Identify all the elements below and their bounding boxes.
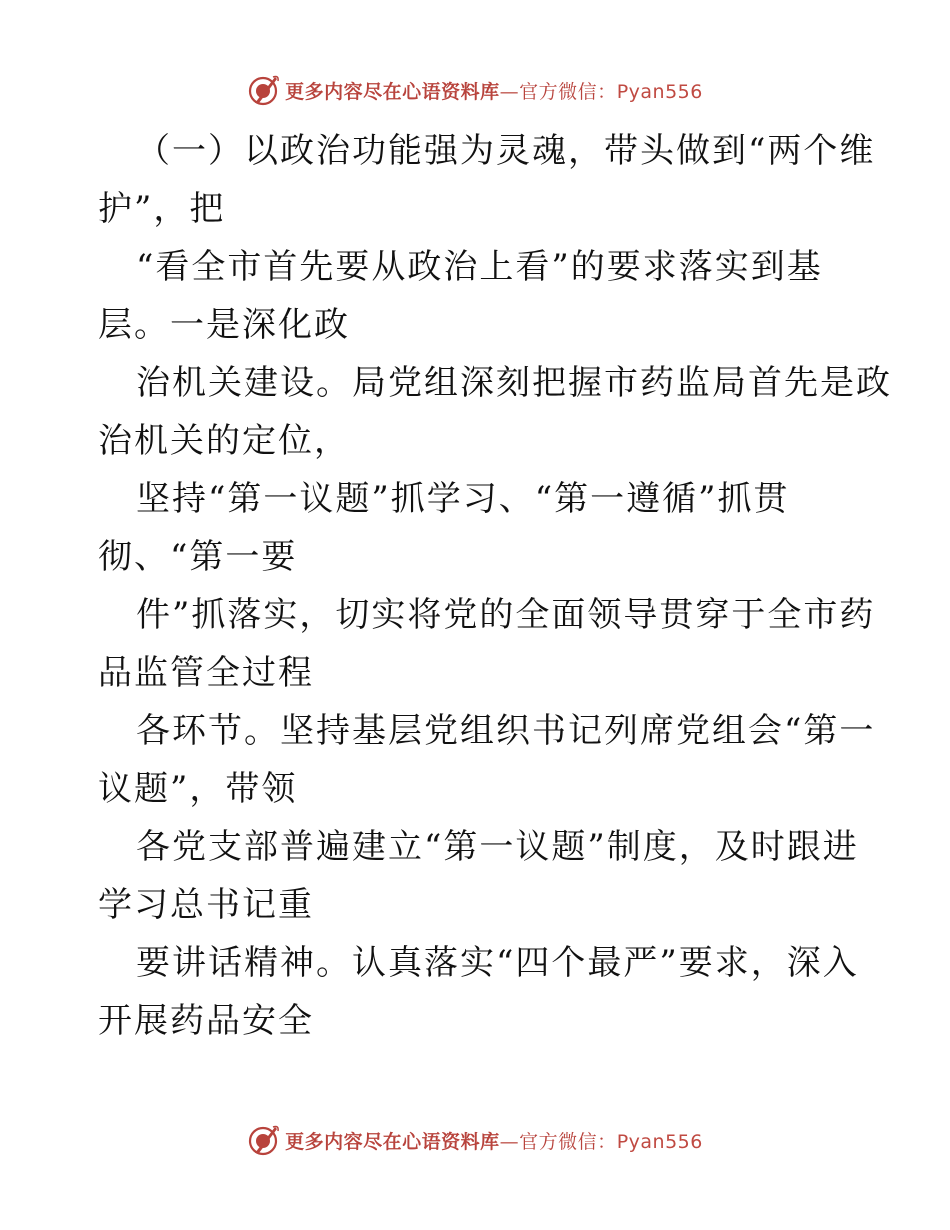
quill-logo-icon: [247, 1123, 281, 1157]
body-line: 议题”，带领: [98, 769, 298, 809]
body-line: 要讲话精神。认真落实“四个最严”要求，深入: [136, 943, 859, 983]
body-line: 学习总书记重: [98, 885, 314, 925]
header-wechat-label: 官方微信：: [519, 80, 617, 103]
body-line: 治机关建设。局党组深刻把握市药监局首先是政: [136, 363, 892, 403]
footer-watermark: [0, 1122, 950, 1158]
footer-site-name: 更多内容尽在心语资料库: [285, 1130, 500, 1153]
header-site-name: 更多内容尽在心语资料库: [285, 80, 500, 103]
footer-wechat-label: 官方微信：: [519, 1130, 617, 1153]
body-line: 各环节。坚持基层党组织书记列席党组会“第一: [136, 711, 876, 751]
body-line: 各党支部普遍建立“第一议题”制度，及时跟进: [136, 827, 859, 867]
footer-wechat-id: Pyan556: [616, 1130, 703, 1153]
header-watermark: [0, 72, 950, 108]
body-line: 坚持“第一议题”抓学习、“第一遵循”抓贯: [136, 479, 790, 519]
quill-logo-icon: [247, 73, 281, 107]
document-body: [98, 122, 892, 1050]
body-line: 护”，把: [98, 189, 226, 229]
header-watermark-text: [285, 77, 703, 104]
body-line: 开展药品安全: [98, 1001, 314, 1041]
footer-watermark-text: [285, 1127, 703, 1154]
header-dash: —: [499, 80, 520, 103]
body-line: 件”抓落实，切实将党的全面领导贯穿于全市药: [136, 595, 876, 635]
body-line: 治机关的定位，: [98, 421, 350, 461]
header-wechat-id: Pyan556: [616, 80, 703, 103]
body-line: （一）以政治功能强为灵魂，带头做到“两个维: [136, 131, 876, 171]
footer-dash: —: [499, 1130, 520, 1153]
body-line: “看全市首先要从政治上看”的要求落实到基: [136, 247, 823, 287]
body-line: 品监管全过程: [98, 653, 314, 693]
body-line: 层。一是深化政: [98, 305, 350, 345]
body-line: 彻、“第一要: [98, 537, 298, 577]
